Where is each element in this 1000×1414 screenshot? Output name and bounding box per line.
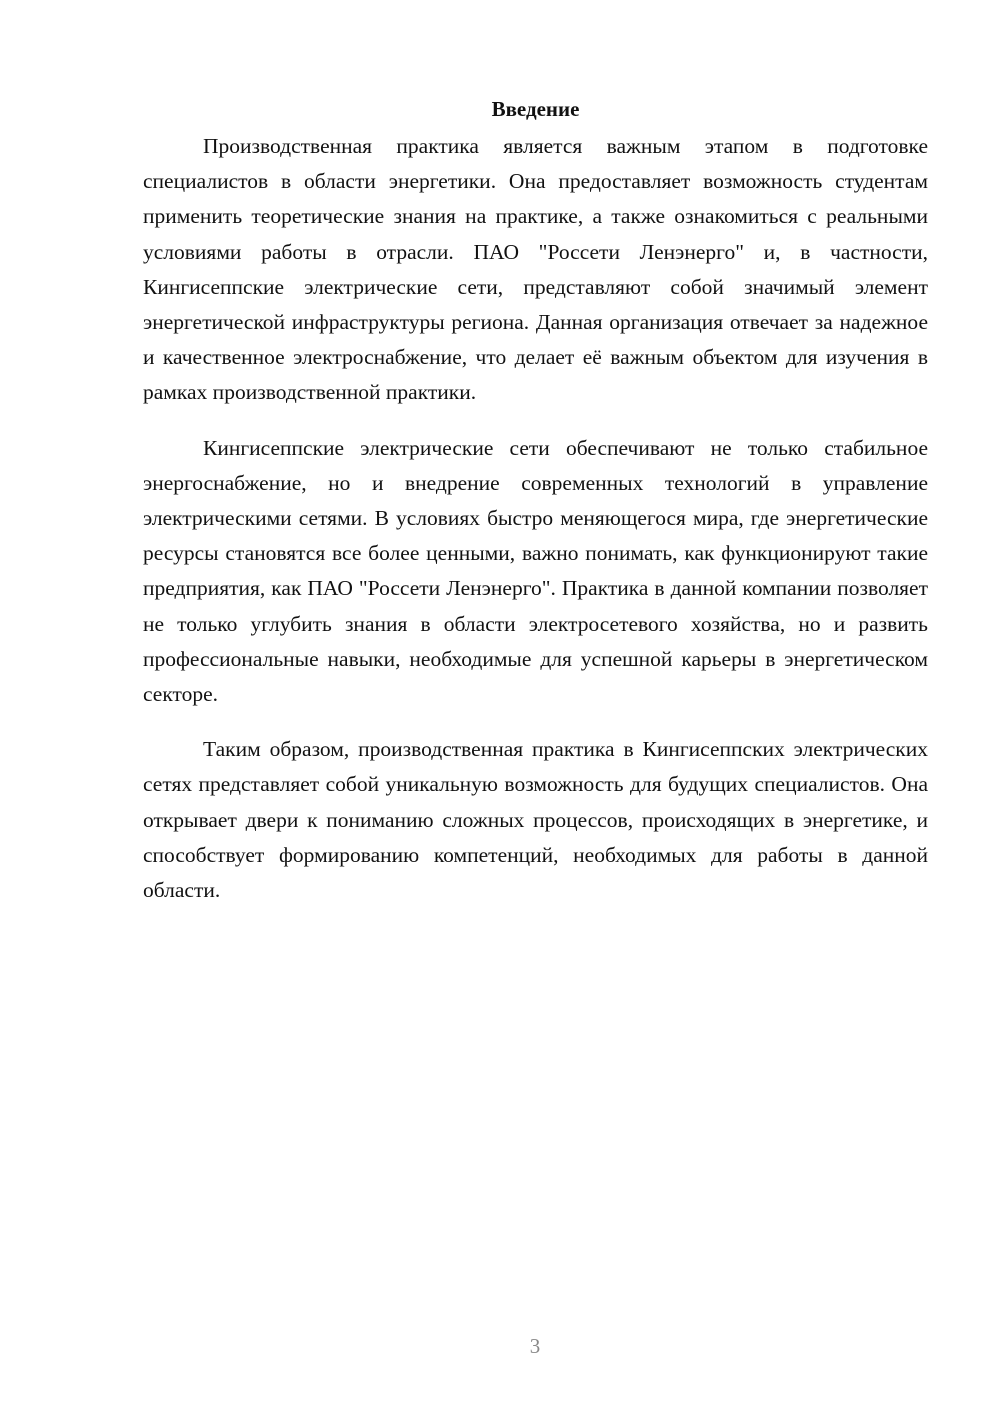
paragraph-3: Таким образом, производственная практика в Кингисеппских электрических сетях представляет собой уникальную возможность для будущих специалистов. Она открывает двери к пониманию сложных процессов, происходящих в энергетике, и способствует формированию компетенций, необходимых для работы в данной области.	[143, 737, 928, 903]
section-heading: Введение	[491, 97, 580, 121]
page-number: 3	[529, 1334, 541, 1358]
paragraph-2: Кингисеппские электрические сети обеспечивают не только стабильное энергоснабжение, но и внедрение современных технологий в управление электрическими сетями. В условиях быстро меняющегося мира, где энергетические ресурсы становятся все более ценными, важно понимать, как функционируют такие предприятия, как ПАО "Россети Ленэнерго". Практика в данной компании позволяет не только углубить знания в области электросетевого хозяйства, но и развить профессиональные навыки, необходимые для успешной карьеры в энергетическом секторе.	[143, 435, 928, 707]
paragraph-1: Производственная практика является важным этапом в подготовке специалистов в области энергетики. Она предоставляет возможность студентам применить теоретические знания на практике, а также ознакомиться с реальными условиями работы в отрасли. ПАО "Россети Ленэнерго" и, в частности, Кингисеппские электрические сети, представляют собой значимый элемент энергетической инфраструктуры региона. Данная организация отвечает за надежное и качественное электроснабжение, что делает её важным объектом для изучения в рамках производственной практики.	[143, 134, 928, 405]
page-content	[143, 92, 928, 928]
